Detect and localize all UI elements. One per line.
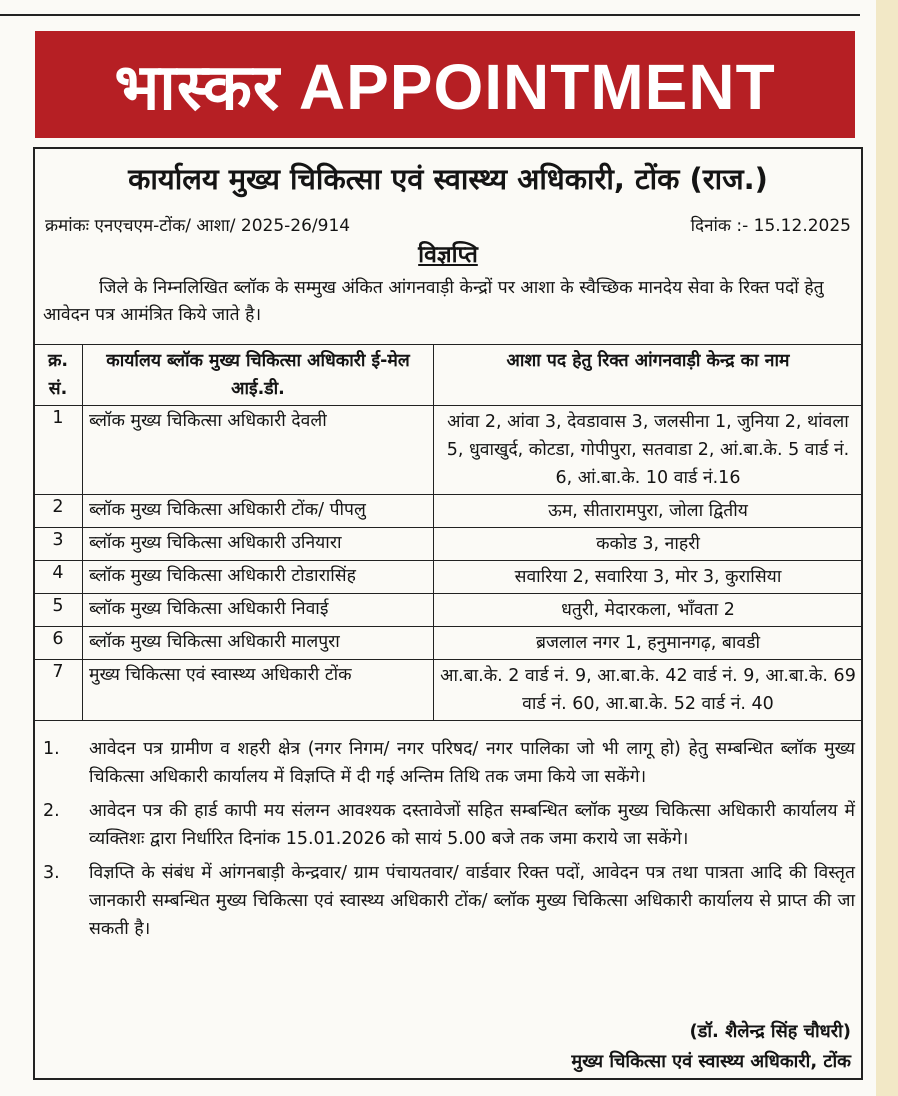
- table-row: [34, 406, 863, 495]
- reference-number: क्रमांकः एनएचएम-टोंक/ आशा/ 2025-26/914: [45, 216, 351, 236]
- intro-paragraph: [43, 275, 855, 329]
- note-item: [43, 735, 855, 791]
- note-item: [43, 859, 855, 943]
- table-row: [34, 660, 863, 721]
- notice-box: [33, 147, 863, 1080]
- signature-designation: मुख्य चिकित्सा एवं स्वास्थ्य अधिकारी, टोंक: [571, 1051, 851, 1072]
- reference-line: [45, 213, 851, 236]
- note-number: 1.: [43, 739, 60, 759]
- vacancy-table: [33, 344, 863, 721]
- banner-title: भास्कर APPOINTMENT: [114, 51, 776, 123]
- row-centres: आंवा 2, आंवा 3, देवडावास 3, जलसीना 1, जुनिया 2, थांवला 5, धुवाखुर्द, कोटडा, गोपीपुरा, सतवाडा 2, आं.बा.के. 5 वार्ड नं. 6, आं.बा.के. 10 वार्ड नं.16: [434, 406, 863, 495]
- row-office: ब्लॉक मुख्य चिकित्सा अधिकारी देवली: [83, 406, 434, 495]
- row-serial: 1: [34, 406, 83, 495]
- table-row: [34, 495, 863, 528]
- note-text: विज्ञप्ति के संबंध में आंगनबाड़ी केन्द्रवार/ ग्राम पंचायतवार/ वार्डवार रिक्त पदों, आवेदन पत्र तथा पात्रता आदि की विस्तृत जानकारी सम्बन्धित मुख्य चिकित्सा एवं स्वास्थ्य अधिकारी टोंक/ ब्लॉक मुख्य चिकित्सा अधिकारी कार्यालय से प्राप्त की जा सकती है।: [89, 863, 855, 939]
- row-serial: 3: [34, 528, 83, 561]
- office-title: कार्यालय मुख्य चिकित्सा एवं स्वास्थ्य अधिकारी, टोंक (राज.): [128, 162, 768, 196]
- row-serial: 4: [34, 561, 83, 594]
- note-number: 3.: [43, 863, 60, 883]
- table-row: [34, 528, 863, 561]
- header-centres: आशा पद हेतु रिक्त आंगनवाड़ी केन्द्र का नाम: [434, 345, 863, 406]
- row-serial: 6: [34, 627, 83, 660]
- row-serial: 2: [34, 495, 83, 528]
- signature-name: (डॉ. शैलेन्द्र सिंह चौधरी): [689, 1021, 851, 1042]
- header-serial: क्र. सं.: [34, 345, 83, 406]
- row-office: ब्लॉक मुख्य चिकित्सा अधिकारी मालपुरा: [83, 627, 434, 660]
- table-row: [34, 594, 863, 627]
- page-edge-stripe: [876, 0, 898, 1096]
- row-centres: ककोड 3, नाहरी: [434, 528, 863, 561]
- row-centres: आ.बा.के. 2 वार्ड नं. 9, आ.बा.के. 42 वार्ड नं. 9, आ.बा.के. 69 वार्ड नं. 60, आ.बा.के. 52 वार्ड नं. 40: [434, 660, 863, 721]
- notice-heading: विज्ञप्ति: [418, 242, 478, 268]
- notice-date: दिनांक :- 15.12.2025: [690, 216, 851, 236]
- intro-text: जिले के निम्नलिखित ब्लॉक के सम्मुख अंकित आंगनवाड़ी केन्द्रों पर आशा के स्वैच्छिक मानदेय सेवा के रिक्त पदों हेतु आवेदन पत्र आमंत्रित किये जाते है।: [43, 278, 824, 325]
- note-text: आवेदन पत्र की हार्ड कापी मय संलग्न आवश्यक दस्तावेजों सहित सम्बन्धित ब्लॉक मुख्य चिकित्सा अधिकारी कार्यालय में व्यक्तिशः द्वारा निर्धारित दिनांक 15.01.2026 को सायं 5.00 बजे तक जमा कराये जा सकेंगे।: [89, 801, 855, 849]
- row-serial: 7: [34, 660, 83, 721]
- row-office: ब्लॉक मुख्य चिकित्सा अधिकारी टोंक/ पीपलु: [83, 495, 434, 528]
- notes-list: [43, 735, 855, 949]
- header-office: कार्यालय ब्लॉक मुख्य चिकित्सा अधिकारी ई-मेल आई.डी.: [83, 345, 434, 406]
- note-number: 2.: [43, 801, 60, 821]
- note-item: [43, 797, 855, 853]
- row-office: ब्लॉक मुख्य चिकित्सा अधिकारी निवाई: [83, 594, 434, 627]
- newspaper-banner: [35, 31, 855, 138]
- row-centres: ब्रजलाल नगर 1, हनुमानगढ़, बावडी: [434, 627, 863, 660]
- row-office: ब्लॉक मुख्य चिकित्सा अधिकारी उनियारा: [83, 528, 434, 561]
- top-border: [0, 0, 860, 16]
- note-text: आवेदन पत्र ग्रामीण व शहरी क्षेत्र (नगर निगम/ नगर परिषद/ नगर पालिका जो भी लागू हो) हेतु सम्बन्धित ब्लॉक मुख्य चिकित्सा अधिकारी कार्यालय में विज्ञप्ति में दी गई अन्तिम तिथि तक जमा किये जा सकेंगे।: [89, 739, 855, 787]
- row-office: मुख्य चिकित्सा एवं स्वास्थ्य अधिकारी टोंक: [83, 660, 434, 721]
- table-row: [34, 561, 863, 594]
- row-centres: धतुरी, मेदारकला, भाँवता 2: [434, 594, 863, 627]
- table-header-row: [34, 345, 863, 406]
- row-centres: ऊम, सीतारामपुरा, जोला द्वितीय: [434, 495, 863, 528]
- table-row: [34, 627, 863, 660]
- row-serial: 5: [34, 594, 83, 627]
- row-centres: सवारिया 2, सवारिया 3, मोर 3, कुरासिया: [434, 561, 863, 594]
- row-office: ब्लॉक मुख्य चिकित्सा अधिकारी टोडारासिंह: [83, 561, 434, 594]
